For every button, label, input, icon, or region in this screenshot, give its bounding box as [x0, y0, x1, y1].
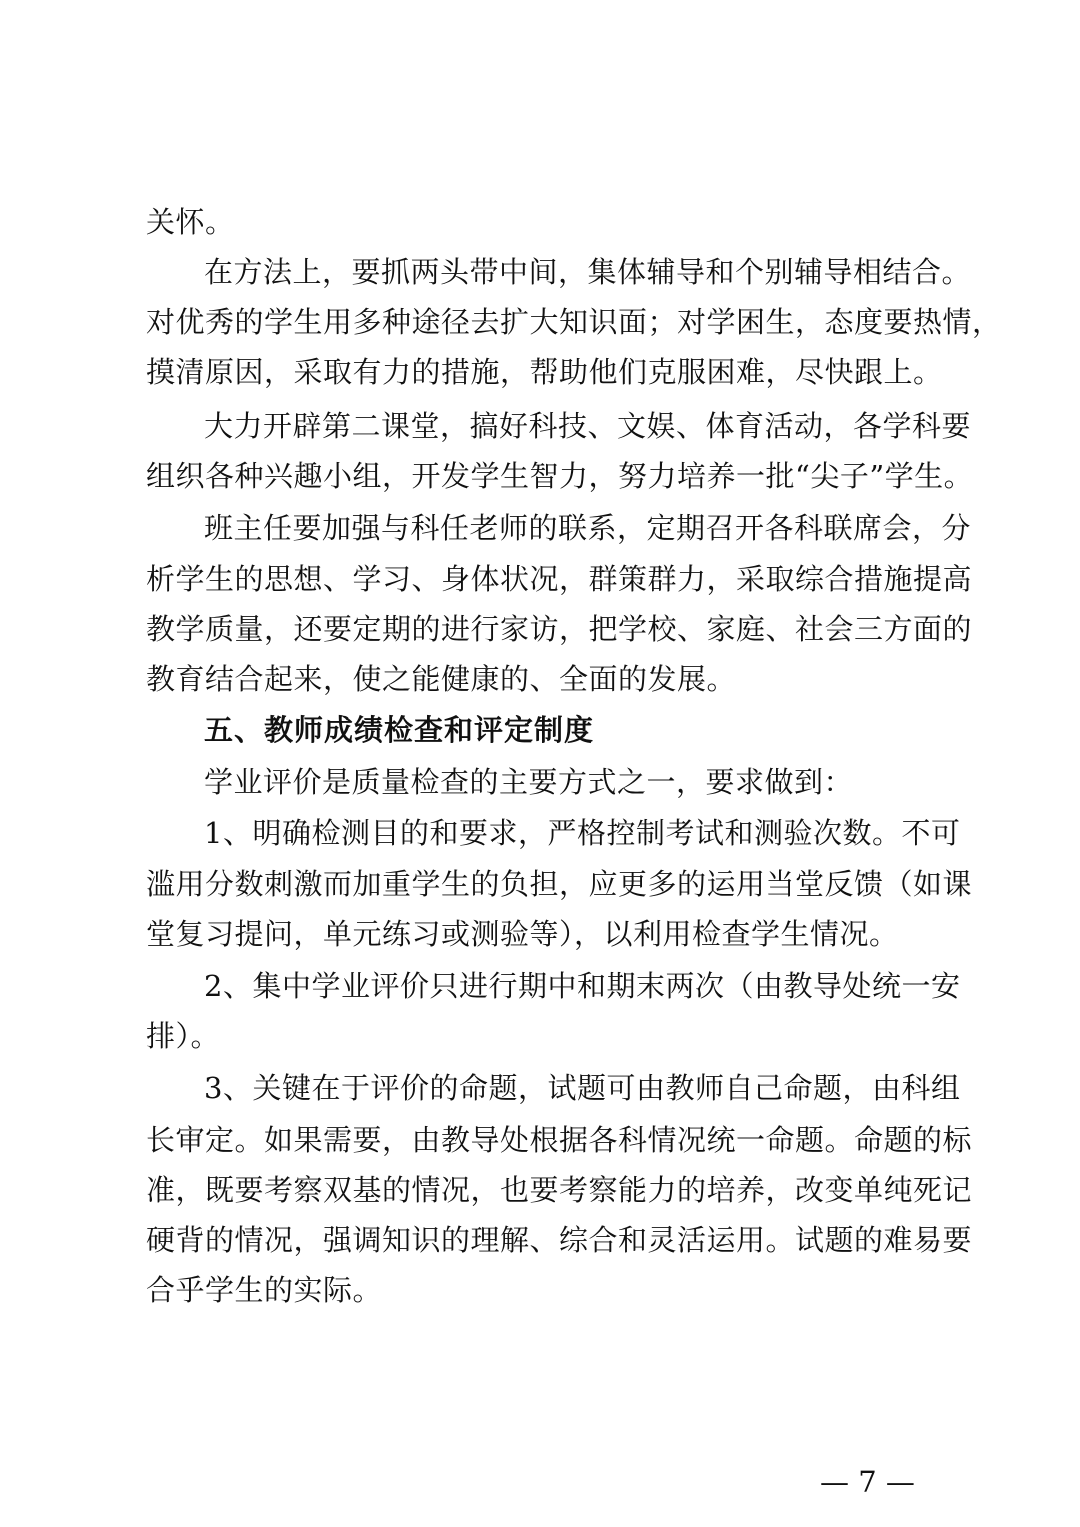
paragraph-line: 在方法上，要抓两头带中间，集体辅导和个别辅导相结合。 — [204, 255, 972, 289]
paragraph-line: 组织各种兴趣小组，开发学生智力，努力培养一批“尖子”学生。 — [146, 459, 974, 493]
list-item-line: 合乎学生的实际。 — [146, 1273, 383, 1307]
paragraph-line: 学业评价是质量检查的主要方式之一，要求做到： — [204, 765, 854, 799]
list-item-line: 1、明确检测目的和要求，严格控制考试和测验次数。不可 — [204, 816, 961, 850]
paragraph-line: 教学质量，还要定期的进行家访，把学校、家庭、社会三方面的 — [146, 612, 973, 646]
list-item-line: 硬背的情况，强调知识的理解、综合和灵活运用。试题的难易要 — [146, 1223, 973, 1257]
list-item-line: 3、关键在于评价的命题，试题可由教师自己命题，由科组 — [204, 1071, 961, 1105]
paragraph-line: 摸清原因，采取有力的措施，帮助他们克服困难，尽快跟上。 — [146, 355, 943, 389]
list-item-line: 堂复习提问，单元练习或测验等），以利用检查学生情况。 — [146, 917, 899, 951]
list-item-line: 排）。 — [146, 1019, 221, 1053]
paragraph-line: 教育结合起来，使之能健康的、全面的发展。 — [146, 662, 737, 696]
list-item-line: 2、集中学业评价只进行期中和期末两次（由教导处统一安 — [204, 969, 961, 1003]
paragraph-line: 关怀。 — [146, 205, 235, 239]
list-item-line: 长审定。如果需要，由教导处根据各科情况统一命题。命题的标 — [146, 1123, 973, 1157]
paragraph-line: 析学生的思想、学习、身体状况，群策群力，采取综合措施提高 — [146, 562, 973, 596]
section-heading: 五、教师成绩检查和评定制度 — [204, 713, 595, 747]
list-item-line: 滥用分数刺激而加重学生的负担，应更多的运用当堂反馈（如课 — [146, 867, 973, 901]
paragraph-line: 大力开辟第二课堂，搞好科技、文娱、体育活动，各学科要 — [204, 409, 972, 443]
paragraph-line: 对优秀的学生用多种途径去扩大知识面；对学困生，态度要热情， — [146, 305, 1002, 339]
list-item-line: 准，既要考察双基的情况，也要考察能力的培养，改变单纯死记 — [146, 1173, 973, 1207]
page-number: — 7 — — [820, 1465, 915, 1499]
paragraph-line: 班主任要加强与科任老师的联系，定期召开各科联席会，分 — [204, 511, 972, 545]
